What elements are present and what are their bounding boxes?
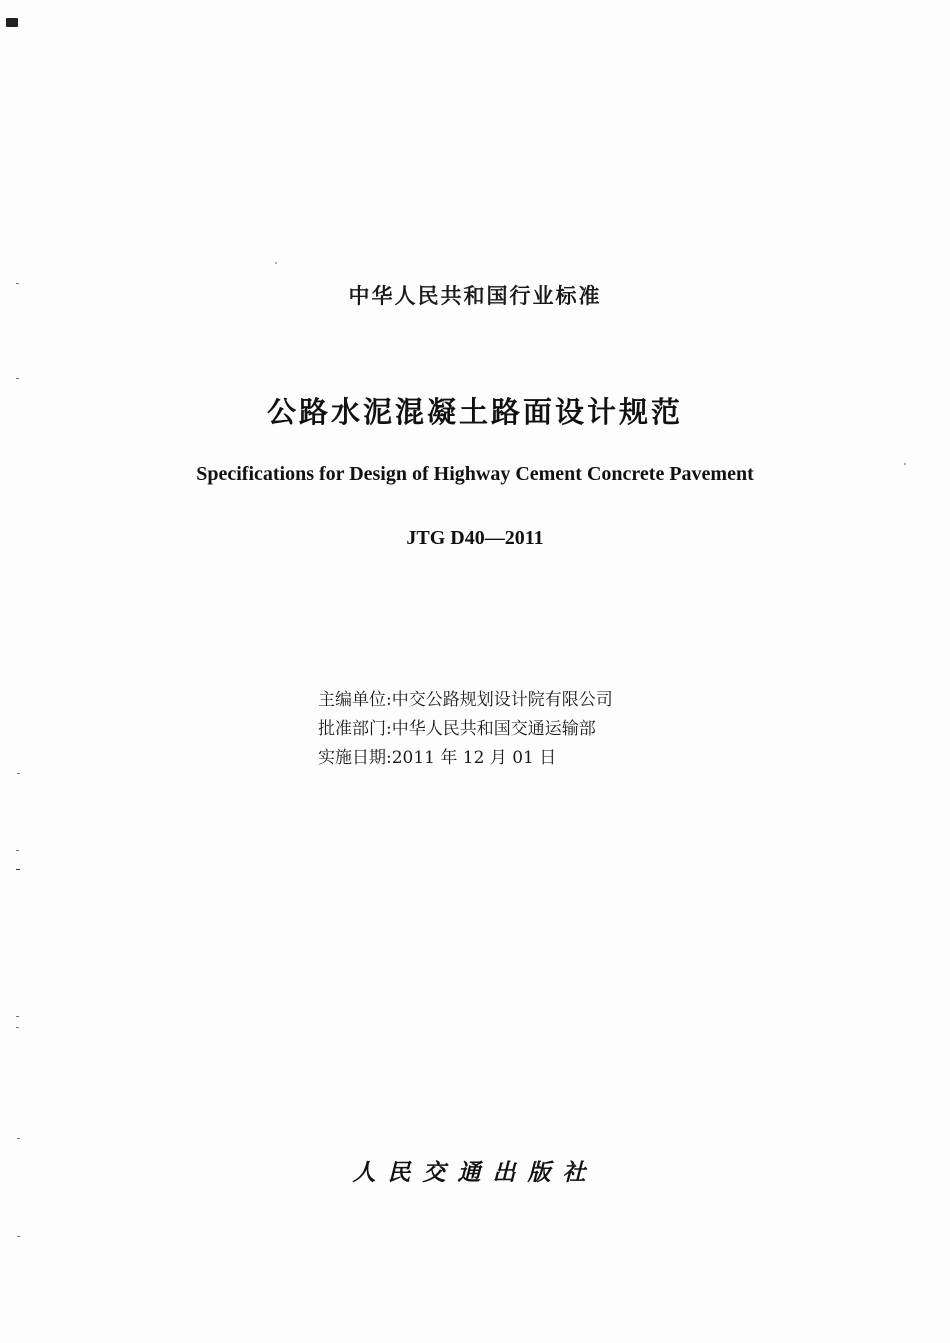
approver-row [318,715,613,744]
effective-date-value: 2011 年 12 月 01 日 [391,748,557,768]
editor-value: 中交公路规划设计院有限公司 [391,690,613,710]
scan-speck [17,1236,20,1237]
effective-date-label: 实施日期 [318,748,386,768]
approver-label: 批准部门 [318,719,386,739]
effective-date-row [318,744,613,773]
publication-details [318,686,613,773]
scan-speck [16,869,20,870]
document-title-english: Specifications for Design of Highway Cement Concrete Pavement [196,463,754,485]
scan-speck [16,378,19,379]
scan-speck [16,1016,19,1017]
scan-dot [275,262,277,264]
separator: : [386,719,392,739]
standard-code: JTG D40—2011 [406,527,544,549]
separator: : [386,748,392,768]
approver-value: 中华人民共和国交通运输部 [391,719,596,739]
scan-speck [16,1027,19,1028]
scan-speck [17,1138,20,1139]
publisher-name: 人民交通出版社 [352,1159,598,1186]
scan-speck [17,773,20,774]
industry-standard-heading: 中华人民共和国行业标准 [348,284,602,308]
editor-label: 主编单位 [318,690,386,710]
document-title-chinese: 公路水泥混凝土路面设计规范 [266,395,683,429]
scan-artifact [6,18,18,27]
separator: : [386,690,392,710]
scan-speck [16,850,19,851]
editor-row [318,686,613,715]
